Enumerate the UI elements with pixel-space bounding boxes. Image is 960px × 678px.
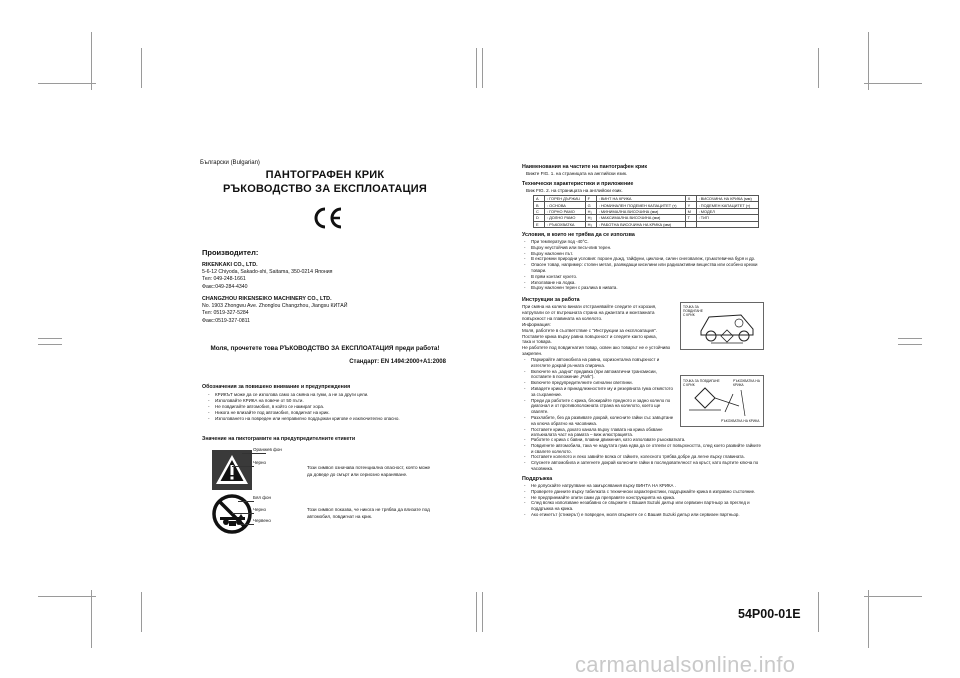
table-cell: [685, 221, 696, 227]
pictogram-label: Черно: [253, 460, 266, 465]
label-line: РЪКОХВАТКА НА: [733, 379, 760, 383]
maintenance-list: [524, 483, 764, 518]
table-cell: : МАКСИМАЛНА ВИСОЧИНА (мм): [596, 215, 685, 221]
list-item: - Никога не влизайте под автомобил, повдигнат на крик.: [208, 410, 448, 416]
crop-mark: [476, 48, 477, 88]
language-label: Български (Bulgarian): [200, 160, 260, 166]
table-cell: : РАБОТНА ВИСОЧИНА НА КРИКА (мм): [596, 221, 685, 227]
crop-mark: [818, 48, 819, 88]
crop-mark: [864, 83, 922, 84]
document-code: 54P00-01E: [738, 607, 801, 621]
list-item: - Включете предупредителните сигнални светлини.: [524, 380, 674, 386]
jack-detail-icon: [681, 376, 763, 426]
list-item: - Поставете колелото и леко завийте всяка от гайките, колесното трябва добре да легне върху главината.: [524, 454, 764, 460]
table-cell: T: [685, 215, 696, 221]
company-block-1: [202, 262, 332, 291]
parts-heading: Наименования на частите на пантографен крик: [522, 164, 648, 170]
table-cell: : ГОРНО РАМО: [545, 208, 586, 214]
no-entry-under-vehicle-icon: [212, 494, 252, 534]
leader-line: [242, 453, 266, 454]
table-cell: : ВИНТ НА КРИКА: [596, 196, 685, 202]
crop-mark: [141, 48, 142, 88]
list-item: - Опасен товар, например: стопен метал, разяждащи киселини или радиоактивни вещества или особено крехки товари.: [524, 262, 764, 274]
list-item: - Не повдигайте автомобил, в който се намират хора.: [208, 404, 448, 410]
pictogram-label: Червено: [253, 518, 271, 523]
warning-triangle-icon: [212, 450, 252, 490]
table-cell: Y: [685, 202, 696, 208]
list-item: - Спуснете автомобила и затегнете докрай колесните гайки в последователност на кръст, като въртите ключа по часовника.: [524, 460, 764, 472]
table-cell: D: [534, 215, 545, 221]
intro-line: Поставете крика върху равна повърхност и следете както крика,: [522, 333, 657, 339]
list-item: - Не предприемайте опити сами да преправяте конструкцията на крика.: [524, 495, 764, 501]
label-line: С КРИК: [683, 383, 695, 387]
crop-mark: [476, 592, 477, 632]
table-cell: : РЪКОХВАТКА: [545, 221, 586, 227]
table-cell: [696, 221, 758, 227]
table-cell: : ГОРЕН ДЪРЖАЧ: [545, 196, 586, 202]
list-item: - Върху неустойчив или песъчлив терен.: [524, 245, 764, 251]
jack-handle-figure: [680, 375, 764, 427]
pictogram-description: [307, 464, 447, 478]
list-item: - Работете с крика с бавни, плавни движения, като използвате ръкохватката.: [524, 437, 764, 443]
crop-mark: [864, 596, 922, 597]
list-item: - Разхлабете, без да развивате докрай, колесните гайки със завъртане на ключа обратно на часовника.: [524, 415, 674, 427]
instructions-list: [524, 357, 674, 438]
read-manual-notice: Моля, прочетете това РЪКОВОДСТВО ЗА ЕКСПЛОАТАЦИЯ преди работа!: [210, 345, 440, 352]
intro-line: Не работете под повдигнатия товар, освен ако товарът не е устойчиво: [522, 345, 671, 351]
list-item: - Използване на лодка.: [524, 280, 764, 286]
list-item: - КРИКЪТ може да се използва само за смяна на гуми, а не за други цели.: [208, 392, 448, 398]
table-cell: C: [534, 208, 545, 214]
table-cell: : МИНИМАЛНА ВИСОЧИНА (мм): [596, 208, 685, 214]
table-cell: : ТИП: [696, 215, 758, 221]
label-line: КРИКА: [733, 383, 744, 387]
instructions-heading: Инструкции за работа: [522, 297, 580, 303]
table-cell: : ДОЛНО РАМО: [545, 215, 586, 221]
parts-subtext: Вижте FIG. 1. на страницата на английски език.: [526, 171, 628, 176]
intro-line: натрупали се от вътрешната страна на джантата и монтажната: [522, 309, 655, 315]
crop-mark: [38, 338, 62, 339]
table-cell: : ВИСОЧИНА НА КРИКА (мм): [696, 196, 758, 202]
spec-subtext: Виж FIG. 2. на страницата на английски език.: [526, 188, 623, 193]
description-line: Този символ означава потенциална опасност, която може: [307, 465, 431, 470]
attention-list: [208, 392, 448, 422]
intro-line: закрепен.: [522, 351, 543, 357]
pictogram-label: Оранжев фон: [253, 447, 282, 452]
instructions-intro: [522, 304, 682, 357]
company-address: No. 1903 Zhongwu Ave. Zhonglou Changzhou, Jiangsu КИТАЙ: [202, 303, 348, 310]
watermark: carmanualsonline.info: [575, 652, 796, 677]
label-line: ТОЧКА ЗА: [683, 305, 699, 309]
car-on-jack-icon: [681, 303, 763, 349]
intro-line: повърхност на главината на колелото.: [522, 315, 603, 321]
crop-mark: [141, 592, 142, 632]
list-item: - Проверете данните върху табелката с технически характеристики, поддържайте крика в изправно състояние.: [524, 489, 764, 495]
list-item: - Използването на повреден или неправилно поддържан кригове е изключително опасно.: [208, 416, 448, 422]
leader-line: [238, 501, 254, 502]
table-cell: B: [534, 202, 545, 208]
list-item: - Използвайте КРИКА на повече от 50 пъти.: [208, 398, 448, 404]
table-cell: H₂: [585, 215, 596, 221]
list-item: - Поставете крика, докато канала върху главата на крика обхване изпъкналата част на рамата – виж илюстрацията.: [524, 427, 674, 439]
table-cell: : МОДЕЛ: [696, 208, 758, 214]
list-item: - При температури под -40°C.: [524, 239, 764, 245]
list-item: - В прям контакт кухето.: [524, 274, 764, 280]
crop-mark: [91, 590, 92, 648]
pictogram-heading: Значение на пиктограмите на предупредителните етикети: [202, 436, 356, 442]
standard-label: Стандарт: EN 1494:2000+A1:2008: [349, 359, 446, 365]
crop-mark: [38, 596, 96, 597]
spec-table: [533, 195, 759, 228]
crop-mark: [38, 83, 96, 84]
table-row: [534, 221, 759, 227]
company-name: RIKENKAKI CO., LTD.: [202, 262, 258, 268]
description-line: автомобил, повдигнат на крик.: [307, 514, 373, 519]
table-cell: : НОМИНАЛЕН ПОДЕМЕН КАПАЦИТЕТ (т): [596, 202, 685, 208]
list-item: - Включете на „задна" предавка (при автоматични трансмисии, поставете в положение „Park").: [524, 369, 674, 381]
crop-mark: [482, 48, 483, 88]
pictogram-label: Черно: [253, 507, 266, 512]
crop-mark: [898, 338, 922, 339]
list-item: - Паркирайте автомобила на равна, хоризонтална повърхност и изтеглете докрай ръчната спирачка.: [524, 357, 674, 369]
company-phone: Тел: 049-248-1661: [202, 276, 246, 283]
title-line-2: РЪКОВОДСТВО ЗА ЕКСПЛОАТАЦИЯ: [222, 183, 428, 195]
company-name: CHANGZHOU RIKENSEIKO MACHINERY CO., LTD.: [202, 296, 332, 302]
leader-line: [238, 524, 254, 525]
list-item: - Извадете крика и принадлежностите му и резервната гума отмястото за съхранение.: [524, 386, 674, 398]
table-cell: H₁: [585, 208, 596, 214]
list-item: - Не допускайте натрупване на замърсявания върху ВИНТА НА КРИКА .: [524, 483, 764, 489]
label-line: ПОВДИГАНЕ: [683, 309, 704, 313]
intro-line: така и товара.: [522, 339, 552, 345]
conditions-heading: Условия, в които не трябва да се използва: [522, 232, 635, 238]
list-item: - Ако етикетът (стикерът) е повреден, моля свържете се с Вашия Suzuki дилър или сервизен партньор.: [524, 512, 764, 518]
table-cell: A: [534, 196, 545, 202]
crop-mark: [482, 592, 483, 632]
table-cell: X: [685, 196, 696, 202]
table-cell: E: [534, 221, 545, 227]
leader-line: [232, 513, 254, 514]
crop-mark: [898, 344, 922, 345]
leader-line: [232, 466, 254, 467]
company-address: 5-6-12 Chiyoda, Sakado-shi, Saitama, 350-0214 Япония: [202, 269, 333, 276]
table-cell: F: [585, 196, 596, 202]
list-item: - Върху наклонен терен с разлика в нивата.: [524, 285, 764, 291]
description-line: да доведе до смърт или сериозно нараняване.: [307, 472, 408, 477]
label-line: ТОЧКА ЗА ПОВДИГАНЕ: [683, 379, 720, 383]
crop-mark: [868, 590, 869, 648]
intro-line: Информация:: [522, 321, 551, 327]
table-cell: : ОСНОВА: [545, 202, 586, 208]
attention-heading: Обозначения за повишено внимание и предупреждения: [202, 384, 351, 390]
crop-mark: [38, 344, 62, 345]
figure-label-bottom: РЪКОХВАТКА НА КРИКА: [721, 419, 760, 423]
ce-mark-icon: [309, 206, 345, 230]
label-line: С КРИК: [683, 313, 695, 317]
company-phone: Тел: 0519-327-5284: [202, 310, 249, 317]
pictogram-label: Бял фон: [253, 495, 271, 500]
company-fax: Факс:0519-327-0811: [202, 317, 250, 324]
list-item: - Повдигнете автомобила, така че надутата гума едва да се отлепи от повърхността, след което развийте гайките и свалете колелото.: [524, 443, 764, 455]
intro-line: Моля, работете в съответствие с "Инструкции за експлоатация".: [522, 327, 657, 333]
pictogram-description: [307, 506, 447, 520]
description-line: Този символ показва, че никога не трябва да влизате под: [307, 507, 430, 512]
table-cell: H₃: [585, 221, 596, 227]
manufacturer-heading: Производител:: [202, 248, 259, 257]
list-item: - Преди да работите с крика, блокирайте предното и задно колело по диагонал и от противоположната страна на колелото, което ще сваляте.: [524, 398, 674, 415]
crop-mark: [91, 32, 92, 90]
instructions-list-continued: [524, 437, 764, 472]
company-block-2: [202, 296, 347, 325]
list-item: - В екстремни природни условия: пороен дъжд, тайфуни, циклони, силен снеговалеж, гръмотевична буря и др.: [524, 256, 764, 262]
table-cell: : ПОДЕМЕН КАПАЦИТЕТ (т): [696, 202, 758, 208]
crop-mark: [868, 32, 869, 90]
maintenance-heading: Поддръжка: [522, 476, 553, 482]
list-item: - Върху наклонен път.: [524, 251, 764, 257]
crop-mark: [818, 592, 819, 632]
jacking-point-figure: [680, 302, 764, 350]
table-cell: G: [585, 202, 596, 208]
table-cell: M: [685, 208, 696, 214]
list-item: - След всяко използване незабавно се свържете с Вашия Suzuki дилър или сервизен партньор за преглед и поддръжка на крика.: [524, 500, 764, 512]
conditions-list: [524, 239, 764, 291]
title-line-1: ПАНТОГРАФЕН КРИК: [265, 169, 385, 181]
spec-heading: Технически характеристики и приложение: [522, 181, 634, 187]
intro-line: При смяна на колело винаги отстранявайте следите от корозия,: [522, 304, 657, 309]
company-fax: Факс:049-284-4340: [202, 283, 248, 290]
